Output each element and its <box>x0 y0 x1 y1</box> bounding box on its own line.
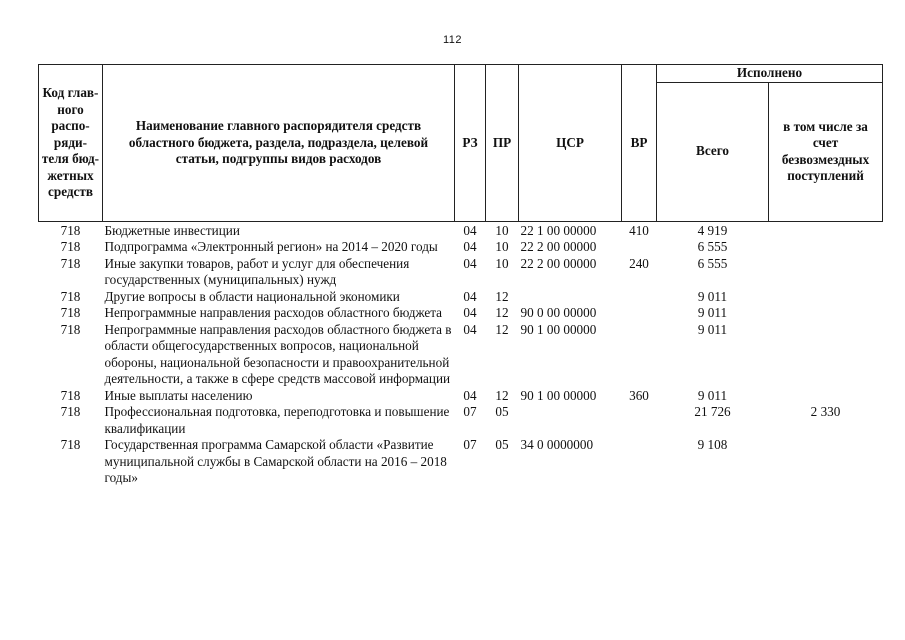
cell-code: 718 <box>60 387 81 403</box>
cell-name: Бюджетные инвестиции <box>104 222 240 238</box>
table-row <box>39 322 883 388</box>
cell-name: Непрограммные направления расходов областного бюджета в области общегосударственных вопросов, национальной обороны, национальной безопасности и правоохранительной деятельности, а также в сфере средств массовой информации <box>104 321 452 386</box>
cell-pr: 12 <box>495 305 509 320</box>
header-name: Наименование главного распорядителя средств областного бюджета, раздела, подраздела, целевой статьи, подгруппы видов расходов <box>103 65 455 222</box>
table-body <box>39 221 883 487</box>
table-row <box>39 437 883 487</box>
table-row <box>39 305 883 322</box>
header-rz: РЗ <box>455 65 486 222</box>
cell-name: Иные закупки товаров, работ и услуг для обеспечения государственных (муниципальных) нужд <box>104 255 410 287</box>
cell-free <box>769 322 883 388</box>
cell-free <box>769 289 883 306</box>
cell-rz: 04 <box>463 255 477 271</box>
cell-csr <box>519 404 622 437</box>
cell-vr <box>622 404 657 437</box>
cell-name: Иные выплаты населению <box>104 387 253 403</box>
cell-name: Государственная программа Самарской области «Развитие муниципальной службы в Самарской области на 2016 – 2018 годы» <box>104 437 447 485</box>
cell-rz: 04 <box>463 305 477 320</box>
cell-pr: 10 <box>495 255 509 271</box>
cell-rz: 04 <box>463 239 477 254</box>
header-code: Код глав-ного распо-ряди-теля бюд-жетных средств <box>39 65 103 222</box>
cell-rz: 04 <box>463 321 477 337</box>
cell-total: 9 011 <box>697 305 728 320</box>
table-row <box>39 256 883 289</box>
cell-total: 9 108 <box>697 437 728 452</box>
cell-pr: 05 <box>495 404 509 419</box>
cell-rz: 07 <box>463 437 477 452</box>
cell-code: 718 <box>60 222 81 238</box>
cell-pr: 12 <box>495 321 509 337</box>
cell-free <box>769 305 883 322</box>
header-csr: ЦСР <box>519 65 622 222</box>
cell-pr: 10 <box>495 239 509 254</box>
cell-code: 718 <box>60 321 81 337</box>
cell-code: 718 <box>60 437 81 452</box>
cell-vr: 410 <box>629 222 649 238</box>
cell-pr: 10 <box>495 222 509 238</box>
cell-name: Другие вопросы в области национальной экономики <box>104 288 400 304</box>
cell-csr: 22 1 00 00000 <box>520 222 597 238</box>
cell-csr: 90 1 00 00000 <box>520 387 597 403</box>
cell-vr <box>622 239 657 256</box>
cell-pr: 12 <box>495 288 509 304</box>
cell-code: 718 <box>60 239 81 254</box>
table-row <box>39 239 883 256</box>
cell-vr <box>622 437 657 487</box>
cell-csr: 90 0 00 00000 <box>520 305 597 320</box>
cell-free <box>769 256 883 289</box>
header-total: Всего <box>657 82 769 221</box>
cell-total: 9 011 <box>697 288 728 304</box>
cell-csr: 22 2 00 00000 <box>520 255 597 271</box>
cell-pr: 12 <box>495 387 509 403</box>
cell-csr: 90 1 00 00000 <box>520 321 597 337</box>
cell-csr <box>519 289 622 306</box>
table-row <box>39 289 883 306</box>
cell-vr <box>622 305 657 322</box>
header-executed: Исполнено <box>657 65 883 83</box>
header-vr: ВР <box>622 65 657 222</box>
header-pr: ПР <box>486 65 519 222</box>
cell-rz: 04 <box>463 288 477 304</box>
cell-name: Непрограммные направления расходов областного бюджета <box>104 305 443 320</box>
cell-rz: 04 <box>463 387 477 403</box>
cell-vr <box>622 289 657 306</box>
cell-total: 4 919 <box>697 222 728 238</box>
cell-code: 718 <box>60 255 81 271</box>
header-free: в том числе за счет безвозмездных поступлений <box>769 82 883 221</box>
cell-vr: 240 <box>629 255 649 271</box>
cell-total: 21 726 <box>694 404 731 419</box>
cell-name: Профессиональная подготовка, переподготовка и повышение квалификации <box>104 404 450 436</box>
cell-free <box>769 239 883 256</box>
cell-total: 6 555 <box>697 239 728 254</box>
cell-vr: 360 <box>629 387 649 403</box>
cell-free <box>769 221 883 239</box>
cell-total: 9 011 <box>697 321 728 337</box>
cell-csr: 22 2 00 00000 <box>520 239 597 254</box>
cell-free: 2 330 <box>810 404 841 419</box>
page-number: 112 <box>442 34 463 46</box>
cell-code: 718 <box>60 305 81 320</box>
cell-name: Подпрограмма «Электронный регион» на 2014 – 2020 годы <box>104 239 438 254</box>
cell-total: 6 555 <box>697 255 728 271</box>
table-row <box>39 221 883 239</box>
cell-vr <box>622 322 657 388</box>
table-row <box>39 388 883 405</box>
cell-code: 718 <box>60 288 81 304</box>
cell-total: 9 011 <box>697 387 728 403</box>
cell-free <box>769 437 883 487</box>
cell-pr: 05 <box>495 437 509 452</box>
cell-csr: 34 0 0000000 <box>520 437 594 452</box>
budget-table <box>38 64 883 487</box>
cell-rz: 04 <box>463 222 477 238</box>
cell-free <box>769 388 883 405</box>
table-row <box>39 404 883 437</box>
cell-code: 718 <box>60 404 81 419</box>
cell-rz: 07 <box>463 404 477 419</box>
